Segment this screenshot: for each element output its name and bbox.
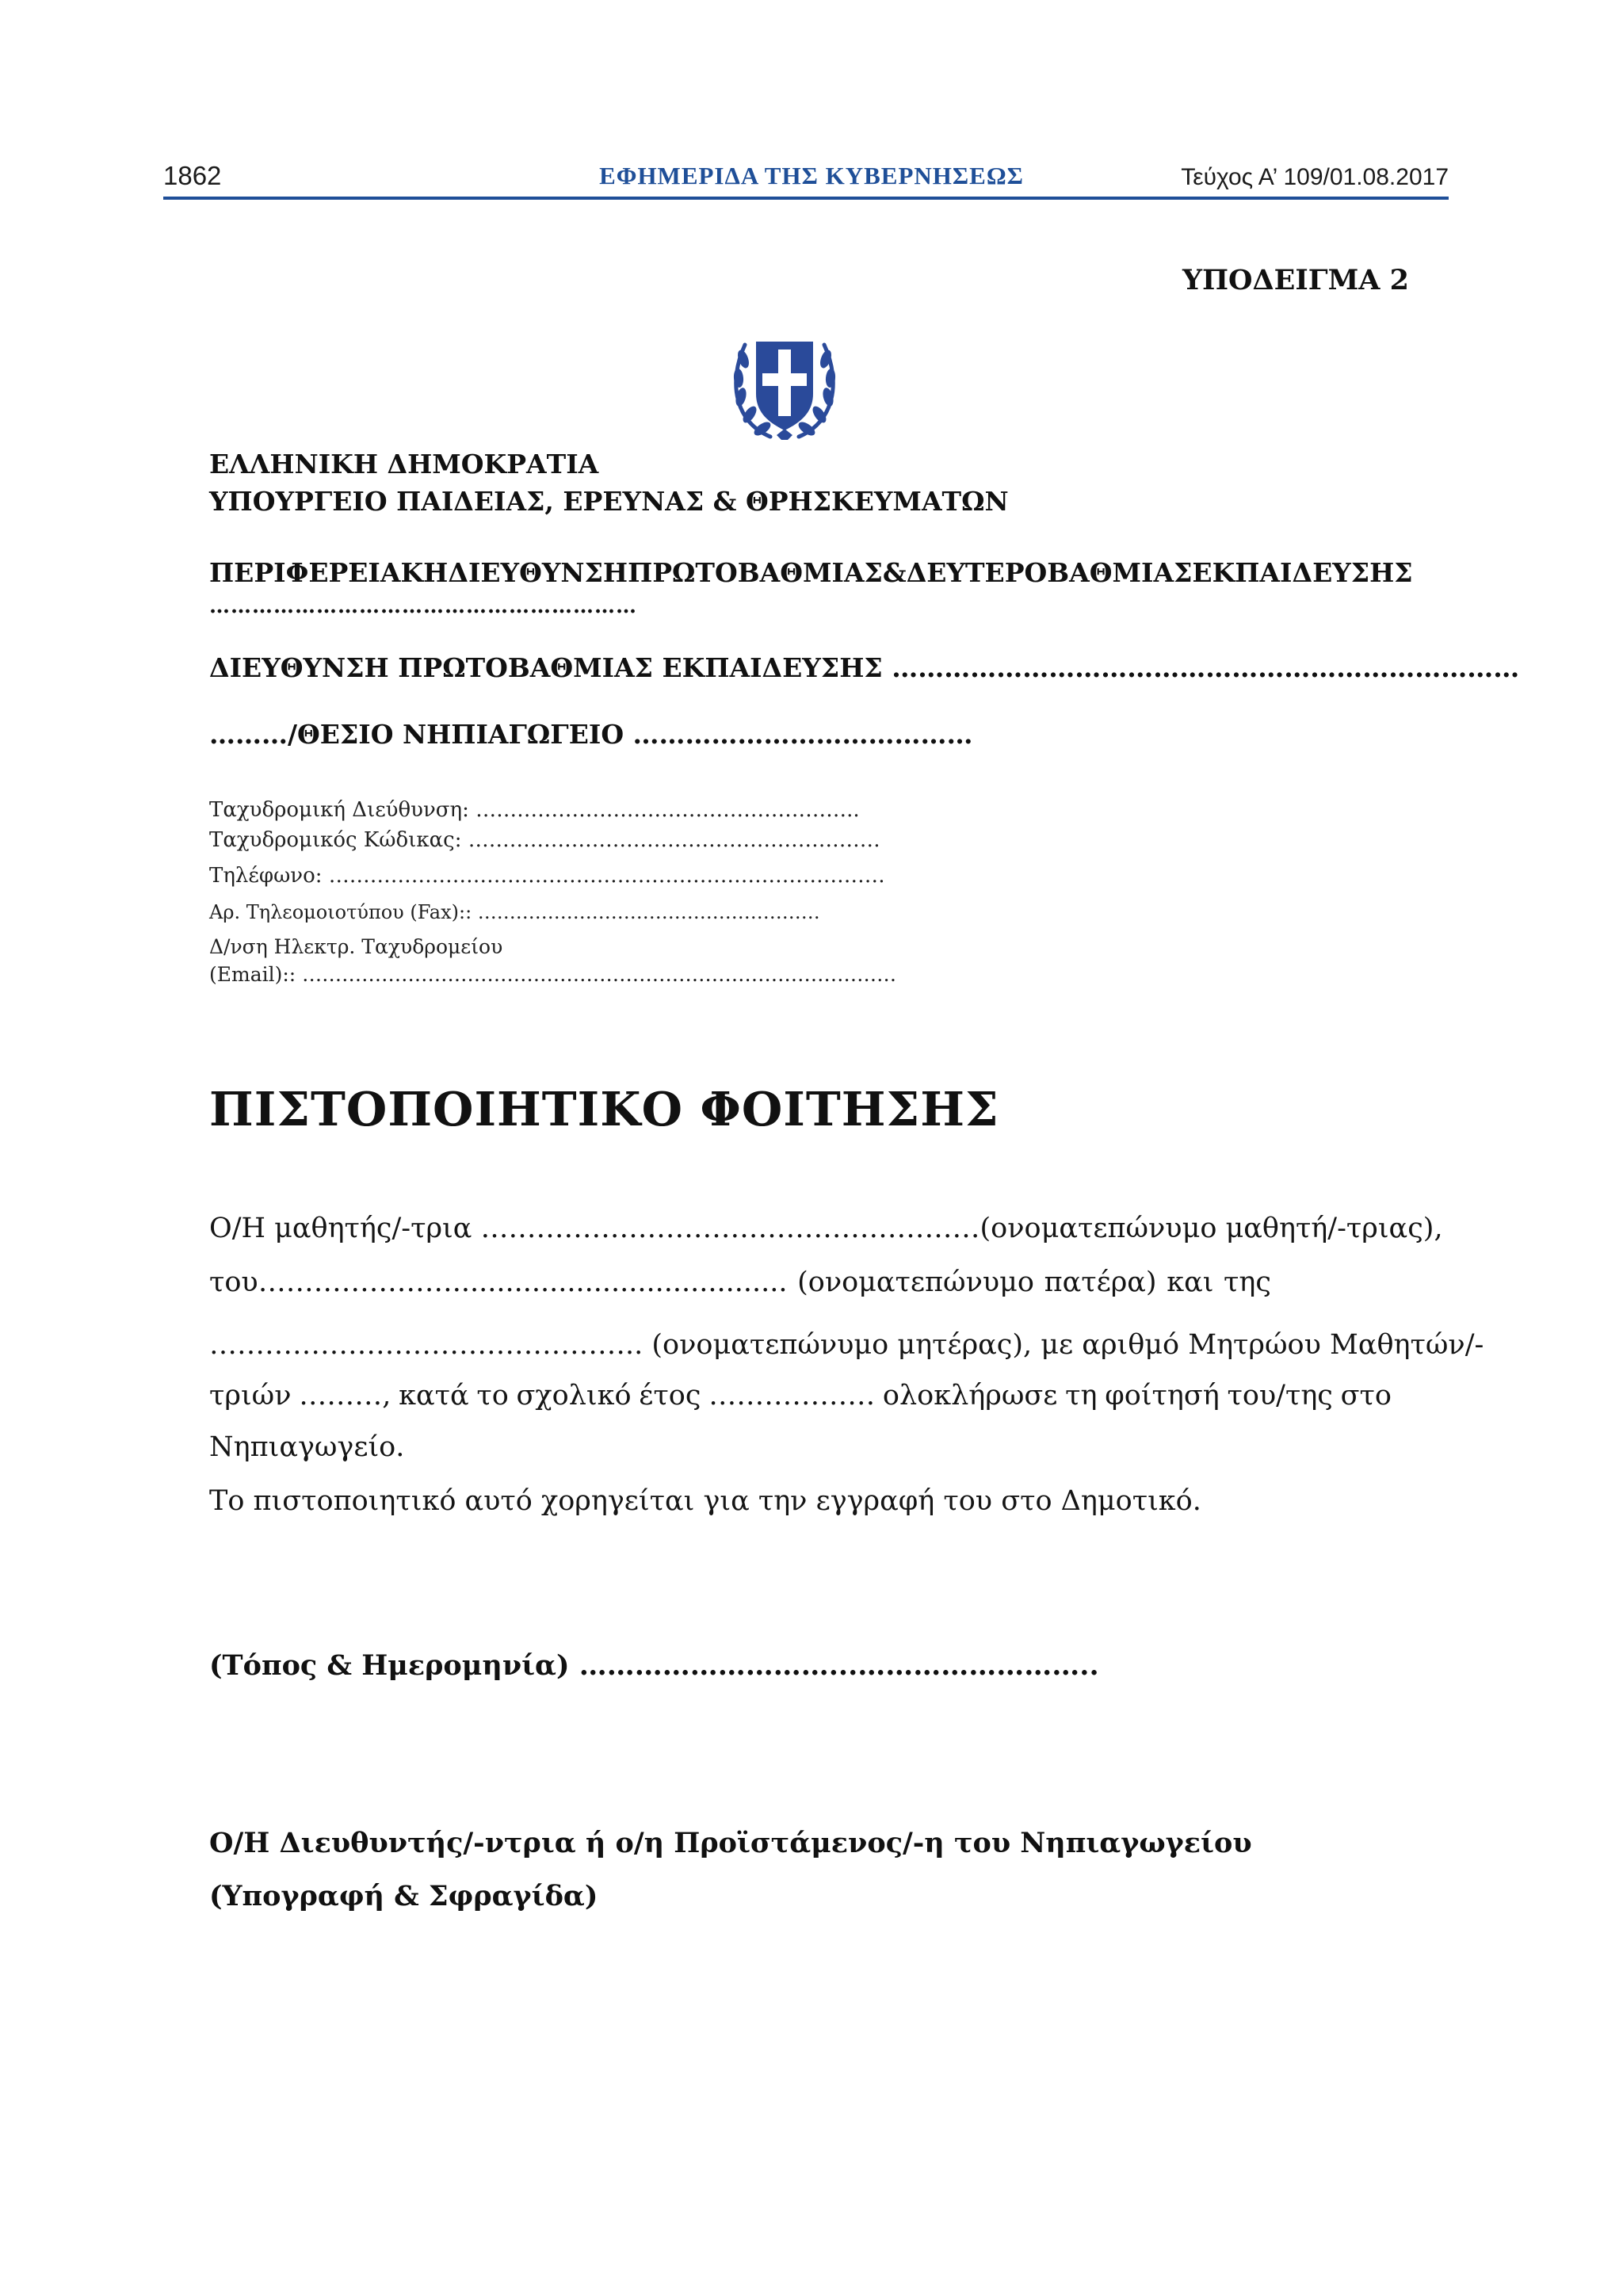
primary-directorate: ΔΙΕΥΘΥΝΣΗ ΠΡΩΤΟΒΑΘΜΙΑΣ ΕΚΠΑΙΔΕΥΣΗΣ ………………………………………………………………: [209, 652, 1520, 683]
postal-address: Ταχυδρομική Διεύθυνση: ………………………………………………..: [209, 798, 860, 822]
ministry-name: ΥΠΟΥΡΓΕΙΟ ΠΑΙΔΕΙΑΣ, ΕΡΕΥΝΑΣ & ΘΡΗΣΚΕΥΜΑΤΩΝ: [209, 486, 1009, 517]
journal-title: ΕΦΗΜΕΡΙΔΑ ΤΗΣ ΚΥΒΕΡΝΗΣΕΩΣ: [599, 162, 1024, 189]
certificate-line-5: Νηπιαγωγείο.: [209, 1431, 405, 1463]
header-rule: [163, 197, 1449, 200]
phone: Τηλέφωνο: ………………………………………………………………………: [209, 864, 885, 888]
postal-code: Ταχυδρομικός Κώδικας: ……………………………………………………: [209, 828, 880, 852]
fax: Αρ. Τηλεομοιοτύπου (Fax):: ………………………………………………: [209, 901, 820, 923]
republic-name: ΕΛΛΗΝΙΚΗ ΔΗΜΟΚΡΑΤΙΑ: [209, 449, 599, 479]
kindergarten-name: ………/ΘΕΣΙΟ ΝΗΠΙΑΓΩΓΕΙΟ …………………………………: [209, 719, 973, 750]
signature-stamp: (Υπογραφή & Σφραγίδα): [209, 1880, 598, 1912]
page-number: 1862: [163, 161, 222, 190]
certificate-line-2: του…………………...................................... (ονοματεπώνυμο πατέρα) και της: [209, 1266, 1271, 1298]
place-date: (Τόπος & Ημερομηνία) ………………………...……………………..: [209, 1649, 1099, 1682]
email-value: (Email):: ………………………………………………………………………………: [209, 963, 897, 986]
greek-coat-of-arms-icon: [721, 321, 848, 448]
certificate-line-4: τριών ………, κατά το σχολικό έτος ……………… ολοκλήρωσε τη φοίτησή του/της στο: [209, 1380, 1392, 1412]
email-label: Δ/νση Ηλεκτρ. Ταχυδρομείου: [209, 935, 503, 958]
signatory-role: Ο/Η Διευθυντής/-ντρια ή ο/η Προϊστάμενος/-η του Νηπιαγωγείου: [209, 1827, 1252, 1859]
certificate-line-1: Ο/Η μαθητής/-τρια ………………………………………………(ονοματεπώνυμο μαθητή/-τριας),: [209, 1213, 1443, 1244]
issue-number: Τεύχος Α’ 109/01.08.2017: [1181, 164, 1449, 190]
certificate-line-3: ……………………………………….. (ονοματεπώνυμο μητέρας), με αριθμό Μητρώου Μαθητών/-: [209, 1329, 1484, 1361]
certificate-title: ΠΙΣΤΟΠΟΙΗΤΙΚΟ ΦΟΙΤΗΣΗΣ: [209, 1082, 999, 1137]
regional-directorate-line: ΠΕΡΙΦΕΡΕΙΑΚΗ ΔΙΕΥΘΥΝΣΗ ΠΡΩΤΟΒΑΘΜΙΑΣ & ΔΕΥΤΕΡΟΒΑΘΜΙΑΣ ΕΚΠΑΙΔΕΥΣΗΣ: [209, 557, 1413, 588]
model-label: ΥΠΟΔΕΙΓΜΑ 2: [1182, 264, 1409, 296]
certificate-line-6: Το πιστοποιητικό αυτό χορηγείται για την εγγραφή του στο Δημοτικό.: [209, 1485, 1201, 1517]
regional-directorate-dots: ……………………………………………………: [209, 594, 637, 618]
